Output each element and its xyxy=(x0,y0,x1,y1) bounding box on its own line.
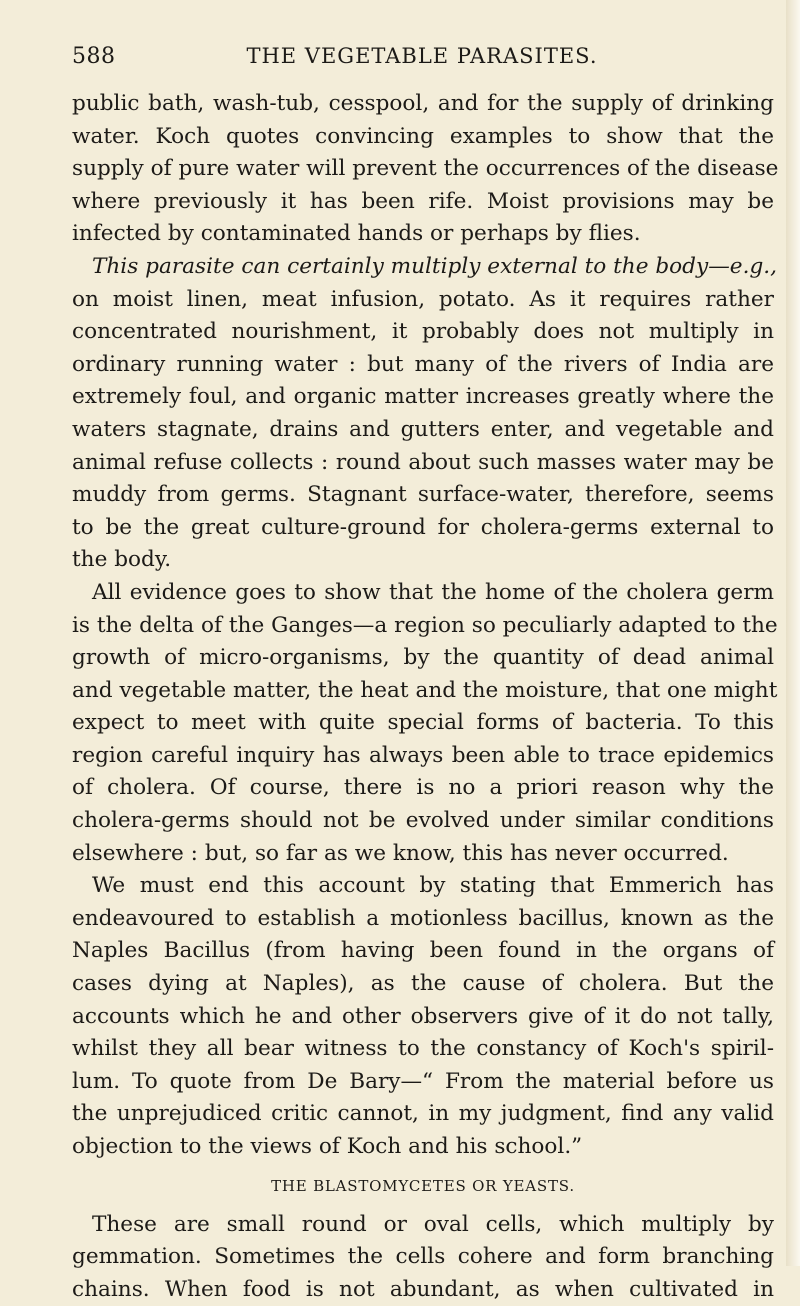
text-line: chains. When food is not abundant, as when cultivated in xyxy=(72,1276,774,1302)
text-line: concentrated nourishment, it probably does not multiply in xyxy=(72,319,774,345)
text-line: the unprejudiced critic cannot, in my judgment, find any valid xyxy=(72,1101,774,1127)
page-header xyxy=(72,44,772,76)
body-text xyxy=(72,88,779,1306)
text-line: expect to meet with quite special forms of bacteria. To this xyxy=(72,710,774,736)
text-line: water. Koch quotes convincing examples to show that the xyxy=(72,123,774,149)
text-line: accounts which he and other observers give of it do not tally, xyxy=(72,1003,774,1029)
text-line: is the delta of the Ganges—a region so peculiarly adapted to the xyxy=(72,612,778,638)
page-edge xyxy=(786,0,800,1266)
text-line: where previously it has been rife. Moist provisions may be xyxy=(72,188,774,214)
text-line: waters stagnate, drains and gutters enter, and vegetable and xyxy=(72,416,774,442)
text-line: objection to the views of Koch and his school.” xyxy=(72,1134,583,1159)
text-line: supply of pure water will prevent the occurrences of the disease xyxy=(72,156,779,182)
text-line: cholera-germs should not be evolved under similar conditions xyxy=(72,808,774,834)
text-line: public bath, wash-tub, cesspool, and for the supply of drinking xyxy=(72,91,774,116)
section-heading: THE BLASTOMYCETES OR YEASTS. xyxy=(271,1176,575,1195)
text-line: animal refuse collects : round about such masses water may be xyxy=(72,449,774,475)
text-line: All evidence goes to show that the home of the cholera germ xyxy=(92,579,774,605)
text-line: These are small round or oval cells, which multiply by xyxy=(92,1211,774,1237)
text-line: the body. xyxy=(72,547,172,573)
text-line: region careful inquiry has always been able to trace epidemics xyxy=(72,742,774,768)
text-line: of cholera. Of course, there is no a priori reason why the xyxy=(72,775,774,801)
text-line: to be the great culture-ground for cholera-germs external to xyxy=(72,514,774,540)
text-line: growth of micro-organisms, by the quantity of dead animal xyxy=(72,645,774,671)
text-line: infected by contaminated hands or perhaps by flies. xyxy=(72,221,641,247)
text-line: endeavoured to establish a motionless bacillus, known as the xyxy=(72,905,774,931)
text-line: muddy from germs. Stagnant surface-water, therefore, seems xyxy=(72,482,774,508)
text-line: We must end this account by stating that Emmerich has xyxy=(92,873,774,899)
text-line: extremely foul, and organic matter increases greatly where the xyxy=(72,384,774,410)
text-line: lum. To quote from De Bary—“ From the material before us xyxy=(72,1068,774,1094)
text-line: on moist linen, meat infusion, potato. As it requires rather xyxy=(72,286,774,312)
page-number: 588 xyxy=(72,44,116,69)
text-line: cases dying at Naples), as the cause of cholera. But the xyxy=(72,971,774,997)
text-line: whilst they all bear witness to the constancy of Koch's spiril- xyxy=(72,1036,774,1062)
text-line: gemmation. Sometimes the cells cohere and form branching xyxy=(72,1244,774,1270)
text-line: Naples Bacillus (from having been found in the organs of xyxy=(72,938,774,964)
text-line: This parasite can certainly multiply external to the body—e.g., xyxy=(92,253,777,279)
running-title: THE VEGETABLE PARASITES. xyxy=(246,44,598,68)
text-line: elsewhere : but, so far as we know, this has never occurred. xyxy=(72,840,729,866)
text-line: and vegetable matter, the heat and the moisture, that one might xyxy=(72,677,778,703)
text-line: ordinary running water : but many of the rivers of India are xyxy=(72,351,774,377)
